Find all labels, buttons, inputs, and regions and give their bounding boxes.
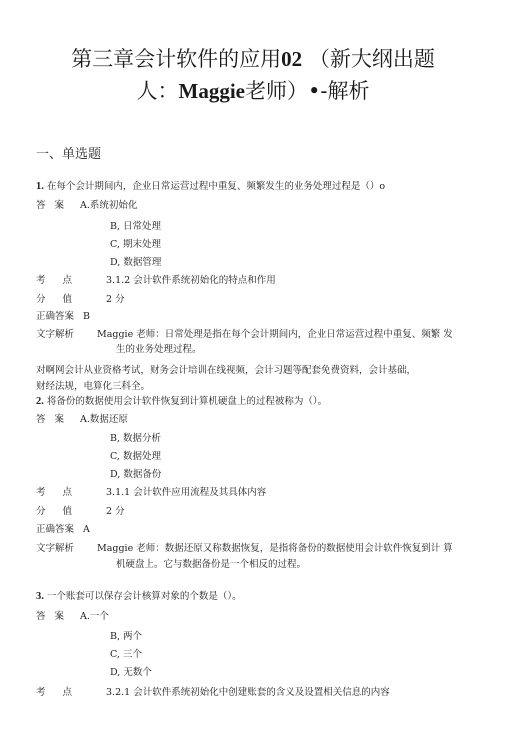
score-label: 分值	[36, 506, 90, 517]
q2-explain-line-2: 机硬盘上。它与数据备份是一个相反的过程。	[116, 559, 307, 570]
q1-option-c: C, 期末处理	[110, 239, 161, 250]
q1-kaodian: 3.1.2 会计软件系统初始化的特点和作用	[106, 275, 276, 286]
q1-option-a: A.系统初始化	[80, 200, 138, 211]
correct-label: 正确答案	[36, 311, 75, 322]
q2-kaodian: 3.1.1 会计软件应用流程及其具体内容	[106, 487, 267, 498]
kaodian-label: 考点	[36, 275, 90, 286]
answer-label: 答案	[36, 200, 74, 211]
q3-kaodian: 3.2.1 会计软件系统初始化中创建账套的含义及设置相关信息的内容	[106, 687, 390, 698]
q2-option-b: B, 数据分析	[110, 433, 162, 444]
q1-explain-line-2: 生的业务处理过程。	[116, 344, 202, 355]
section-heading: 一、单选题	[36, 147, 102, 162]
answer-label: 答案	[36, 611, 74, 622]
ad-line-1: 对啊网会计从业资格考试，财务会计培训在线视频，会计习题等配套免费资料，会计基础，	[36, 365, 417, 376]
q3-option-d: D, 无数个	[110, 667, 152, 678]
q3-option-a: A.一个	[80, 611, 109, 622]
document-title-line-2: 人：Maggie老师）•-解析	[136, 79, 370, 103]
q1-explain-line-1: Maggie 老师：日常处理是指在每个会计期间内，企业日常运营过程中重复、频繁 发	[97, 329, 453, 340]
explain-label: 文字解析	[36, 329, 75, 340]
q3-option-b: B, 两个	[110, 631, 143, 642]
correct-label: 正确答案	[36, 524, 75, 535]
explain-label: 文字解析	[36, 543, 75, 554]
question-1: 1. 在每个会计期间内，企业日常运营过程中重复、频繁发生的业务处理过程是（）o	[36, 181, 386, 192]
document-title-line-1: 第三章会计软件的应用02 （新大纲出题	[71, 47, 435, 71]
q2-option-c: C, 数据处理	[110, 451, 161, 462]
kaodian-label: 考点	[36, 687, 90, 698]
q1-option-d: D, 数据管理	[110, 257, 162, 268]
q1-score: 2 分	[106, 294, 125, 305]
ad-line-2: 财经法规，电算化三科全。	[36, 381, 151, 392]
q2-option-d: D, 数据备份	[110, 469, 162, 480]
question-3: 3. 一个账套可以保存会计核算对象的个数是（）。	[36, 591, 242, 602]
q2-correct-answer: A	[83, 524, 90, 535]
q2-score: 2 分	[106, 506, 125, 517]
answer-label: 答案	[36, 414, 74, 425]
q2-explain-line-1: Maggie 老师：数据还原又称数据恢复，是指将备份的数据使用会计软件恢复到计 算	[97, 543, 453, 554]
question-2: 2. 将备份的数据使用会计软件恢复到计算机硬盘上的过程被称为（）。	[36, 396, 328, 407]
q2-option-a: A.数据还原	[80, 414, 128, 425]
q3-option-c: C, 三个	[110, 649, 142, 660]
score-label: 分值	[36, 294, 90, 305]
q1-option-b: B, 日常处理	[110, 221, 162, 232]
q1-correct-answer: B	[83, 311, 90, 322]
kaodian-label: 考点	[36, 487, 90, 498]
